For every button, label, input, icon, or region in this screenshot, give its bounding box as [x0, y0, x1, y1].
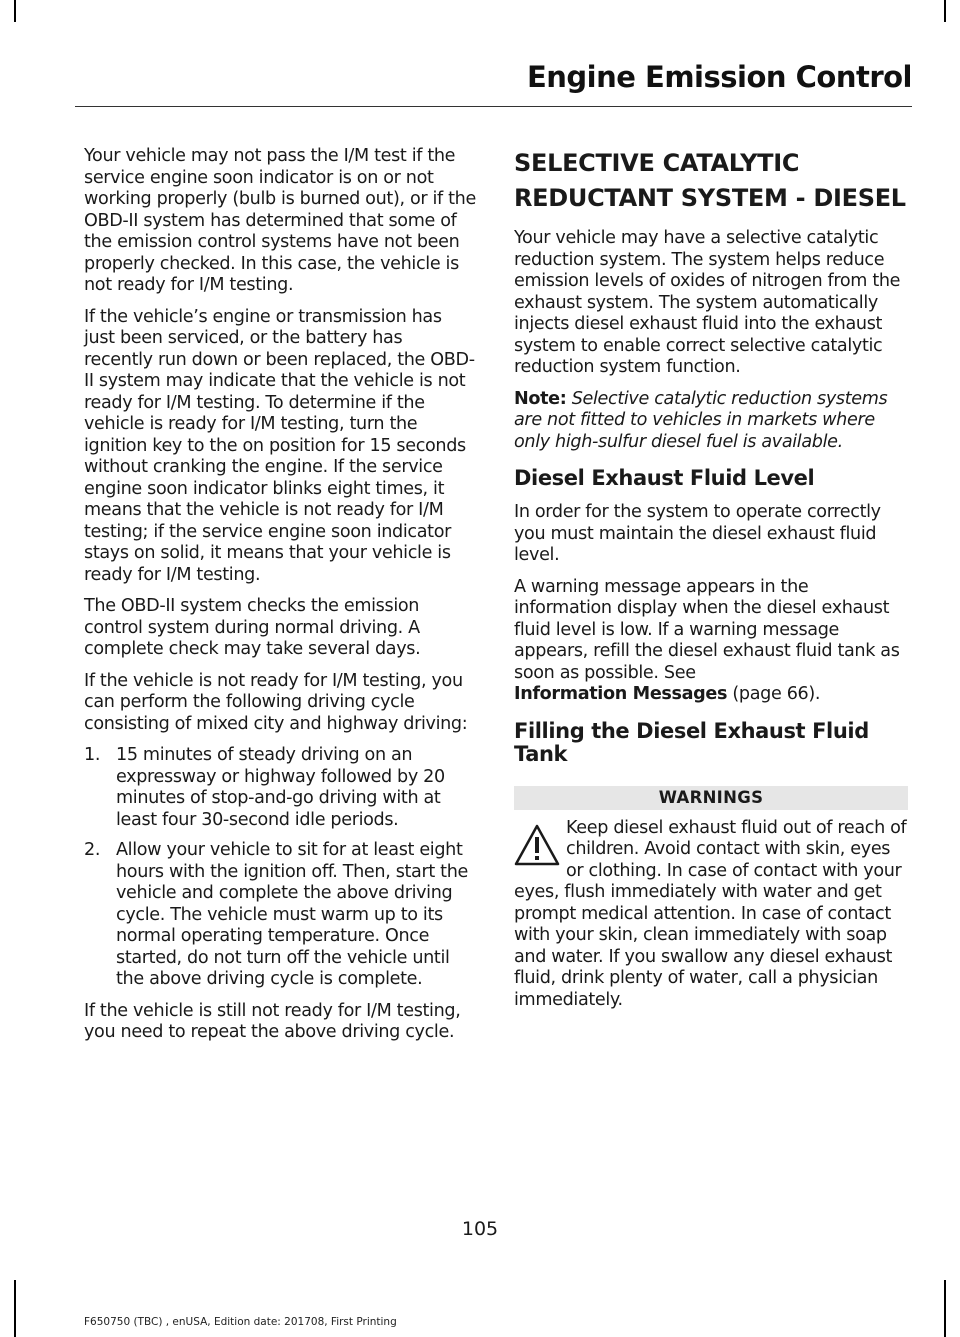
note-text: Selective catalytic reduction systems are not fitted to vehicles in markets where only high-sulfur diesel fuel is available.: [514, 388, 888, 452]
list-item-text: 15 minutes of steady driving on an expressway or highway followed by 20 minutes of stop-and-go driving with at least four 30-second idle periods.: [116, 745, 445, 830]
section-heading-line: REDUCTANT SYSTEM - DIESEL: [514, 184, 906, 212]
crop-mark-bottom-right: [944, 1280, 946, 1337]
crop-mark-bottom-left: [14, 1280, 16, 1337]
driving-cycle-list: [84, 745, 476, 991]
section-heading-line: SELECTIVE CATALYTIC: [514, 149, 800, 177]
warning-triangle-icon: [514, 824, 560, 866]
list-item: [84, 745, 476, 831]
warning-block: [514, 818, 908, 1012]
list-number: 2.: [84, 840, 101, 860]
footer-edition-info: F650750 (TBC) , enUSA, Edition date: 201708, First Printing: [84, 1316, 397, 1328]
paragraph: The OBD-II system checks the emission control system during normal driving. A complete check may take several days.: [84, 596, 421, 659]
paragraph: If the vehicle is still not ready for I/M testing, you need to repeat the above driving cycle.: [84, 1000, 461, 1042]
subheading: Diesel Exhaust Fluid Level: [514, 466, 815, 490]
note: [514, 389, 908, 454]
note-label: Note:: [514, 388, 567, 409]
page-number: 105: [461, 1218, 499, 1240]
paragraph: Your vehicle may have a selective catalytic reduction system. The system helps reduce emission levels of oxides of nitrogen from the exhaust system. The system automatically injects diesel exhaust fluid into the exhaust system to enable correct selective catalytic reduction system function.: [514, 228, 901, 377]
right-column: [514, 146, 908, 1011]
paragraph: In order for the system to operate correctly you must maintain the diesel exhaust fluid level.: [514, 502, 881, 565]
list-number: 1.: [84, 745, 101, 765]
list-item: [84, 840, 476, 991]
warnings-header: WARNINGS: [514, 786, 908, 810]
paragraph: Your vehicle may not pass the I/M test if the service engine soon indicator is on or not working properly (bulb is burned out), or if the OBD-II system has determined that some of the emission control systems have not been properly checked. In this case, the vehicle is not ready for I/M testing.: [84, 146, 476, 295]
left-column: [84, 146, 476, 1054]
page-reference: (page 66).: [732, 684, 821, 704]
cross-reference-link[interactable]: Information Messages: [514, 684, 728, 704]
subheading: Filling the Diesel Exhaust Fluid Tank: [514, 718, 869, 766]
paragraph: If the vehicle is not ready for I/M testing, you can perform the following driving cycle consisting of mixed city and highway driving:: [84, 670, 468, 734]
crop-mark-top-left: [14, 0, 16, 22]
list-item-text: Allow your vehicle to sit for at least eight hours with the ignition off. Then, start the vehicle and complete the above driving cycle. The vehicle must warm up to its normal operating temperature. Once started, do not turn off the vehicle until the above driving cycle is complete.: [116, 840, 468, 989]
section-heading: [514, 146, 908, 216]
header-divider: [75, 106, 912, 107]
crop-mark-top-right: [944, 0, 946, 22]
warning-text: Keep diesel exhaust fluid out of reach of children. Avoid contact with skin, eyes or clothing. In case of contact with your eyes, flush immediately with water and get prompt medical attention. In case of contact with your skin, clean immediately with soap and water. If you swallow any diesel exhaust fluid, drink plenty of water, call a physician immediately.: [514, 817, 907, 1010]
paragraph: [514, 577, 908, 706]
paragraph: If the vehicle’s engine or transmission has just been serviced, or the battery has recently run down or been replaced, the OBD-II system may indicate that the vehicle is not ready for I/M testing. To determine if the vehicle is ready for I/M testing, turn the ignition key to the on position for 15 seconds without cranking the engine. If the service engine soon indicator blinks eight times, it means that the vehicle is not ready for I/M testing; if the service engine soon indicator stays on solid, it means that your vehicle is ready for I/M testing.: [84, 306, 475, 585]
paragraph-text: A warning message appears in the information display when the diesel exhaust fluid level is low. If a warning message appears, refill the diesel exhaust fluid tank as soon as possible. See: [514, 576, 900, 683]
page-title: Engine Emission Control: [526, 60, 912, 94]
